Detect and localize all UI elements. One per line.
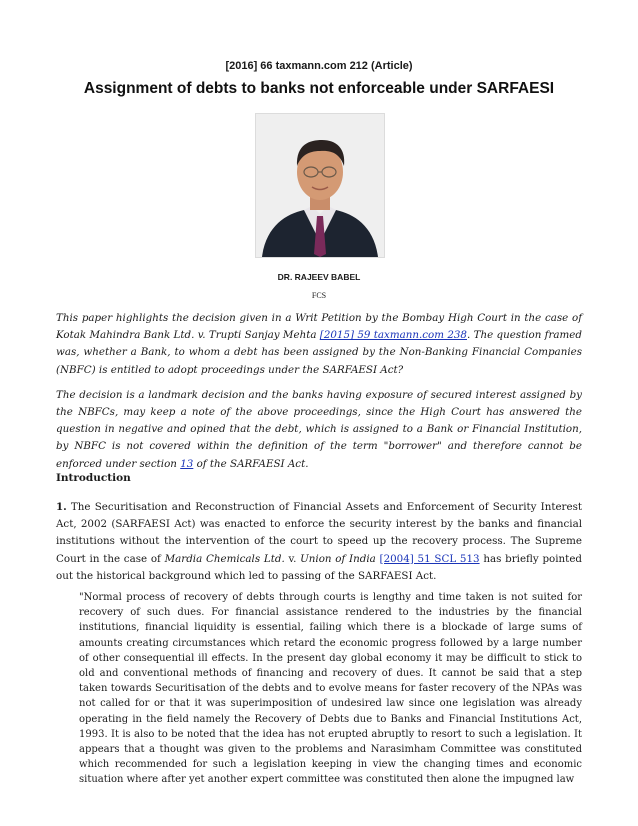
author-photo xyxy=(255,113,385,258)
article-title: Assignment of debts to banks not enforceable under SARFAESI xyxy=(83,80,555,97)
author-name: DR. RAJEEV BABEL xyxy=(277,272,361,282)
abstract xyxy=(56,310,582,481)
introduction-paragraph: 1. The Securitisation and Reconstruction of Financial Assets and Enforcement of Security Interest Act, 2002 (SARFAESI Act) was enacted to enforce the security interest by the banks and financial institutions without the intervention of the court to speed up the recovery process. The Supreme Court in the case of Mardia Chemicals Ltd. v. Union of India [2004] 51 SCL 513 has briefly pointed out the historical background which led to passing of the SARFAESI Act. xyxy=(56,501,583,582)
article-citation: [2016] 66 taxmann.com 212 (Article) xyxy=(225,60,413,72)
abstract-paragraph-1: This paper highlights the decision given in a Writ Petition by the Bombay High Court in the case of Kotak Mahindra Bank Ltd. v. Trupti Sanjay Mehta [2015] 59 taxmann.com 238. The question framed was, whether a Bank, to whom a debt has been assigned by the Non-Banking Financial Companies (NBFC) is entitled to adopt proceedings under the SARFAESI Act? xyxy=(56,312,582,376)
section-heading: Introduction xyxy=(56,472,131,484)
author-credential: FCS xyxy=(311,291,327,300)
case-name-a: Mardia Chemicals Ltd. xyxy=(164,552,285,565)
block-quote xyxy=(79,590,582,788)
abstract-paragraph-2: The decision is a landmark decision and the banks having exposure of secured interest assigned by the NBFCs, may keep a note of the above proceedings, since the High Court has answered the question in negative and opined that the debt, which is assigned to a Bank or Financial Institution, by NBFC is not covered within the definition of the term "borrower" and therefore cannot be enforced under section 13 of the SARFAESI Act. xyxy=(56,388,582,470)
section-link[interactable]: 13 xyxy=(180,457,194,470)
case-citation-link[interactable]: [2015] 59 taxmann.com 238 xyxy=(319,329,467,342)
scl-citation-link[interactable]: [2004] 51 SCL 513 xyxy=(379,552,480,565)
quote-text: "Normal process of recovery of debts through courts is lengthy and time taken is not suited for recovery of such dues. For financial assistance rendered to the industries by the financial institutions, financial liquidity is essential, failing which there is a blockade of large sums of amounts creating circumstances which retard the economic progress followed by a large number of other consequential ill effects. In the present day global economy it may be difficult to stick to old and conventional methods of financing and recovery of dues. It cannot be said that a step taken towards Securitisation of the debts and to evolve means for faster recovery of the NPAs was not called for or that it was superimposition of undesired law since one legislation was already operating in the field namely the Recovery of Debts due to Banks and Financial Institutions Act, 1993. It is also to be noted that the idea has not erupted abruptly to resort to such a legislation. It appears that a thought was given to the problems and Narasimham Committee was constituted which recommended for such a legislation keeping in view the changing times and economic situation where after yet another expert committee was constituted then alone the impugned law xyxy=(79,592,582,786)
paragraph-number: 1. xyxy=(56,501,67,513)
case-name-b: Union of India xyxy=(300,552,376,565)
author-portrait-image xyxy=(256,114,384,257)
